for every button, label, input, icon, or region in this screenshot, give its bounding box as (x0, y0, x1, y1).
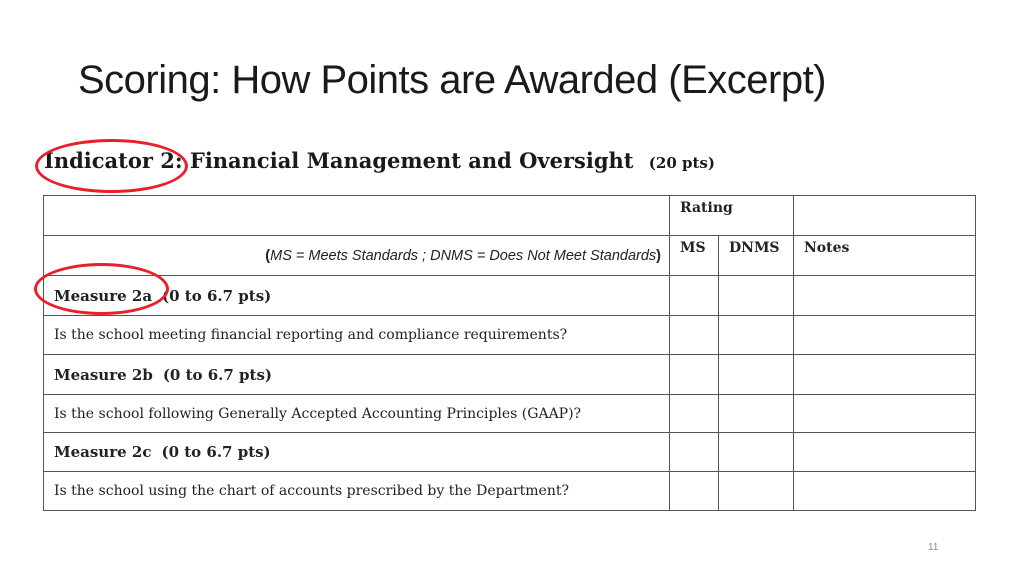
notes-cell (794, 316, 976, 355)
table-subheader-row (44, 236, 976, 276)
ms-cell (670, 433, 719, 472)
measure-label: Measure 2c (54, 443, 152, 461)
scoring-rubric-table (43, 195, 976, 511)
measure-question: Is the school following Generally Accepted Accounting Principles (GAAP)? (44, 395, 670, 433)
measure-2a-cell (44, 276, 670, 316)
page-number: 11 (928, 542, 939, 553)
dnms-cell (719, 395, 794, 433)
header-empty-cell (794, 196, 976, 236)
ms-cell (670, 316, 719, 355)
notes-cell (794, 395, 976, 433)
table-row (44, 355, 976, 395)
table-row (44, 276, 976, 316)
table-row (44, 433, 976, 472)
indicator-heading (44, 148, 715, 173)
measure-points: (0 to 6.7 pts) (162, 286, 272, 305)
legend-text: MS = Meets Standards ; DNMS = Does Not Meet Standards (270, 247, 657, 264)
ms-cell (670, 472, 719, 511)
notes-cell (794, 276, 976, 316)
notes-column-header: Notes (794, 236, 976, 276)
measure-label: Measure 2b (54, 365, 153, 384)
table-row (44, 316, 976, 355)
legend-cell: (MS = Meets Standards ; DNMS = Does Not Meet Standards) (44, 236, 670, 276)
table-header-row (44, 196, 976, 236)
notes-cell (794, 472, 976, 511)
ms-cell (670, 276, 719, 316)
notes-cell (794, 433, 976, 472)
slide-title: Scoring: How Points are Awarded (Excerpt) (78, 58, 826, 102)
dnms-cell (719, 355, 794, 395)
measure-question: Is the school meeting financial reporting and compliance requirements? (44, 316, 670, 355)
ms-cell (670, 395, 719, 433)
dnms-cell (719, 433, 794, 472)
dnms-cell (719, 276, 794, 316)
dnms-cell (719, 472, 794, 511)
measure-2b-cell (44, 355, 670, 395)
rating-header: Rating (670, 196, 794, 236)
measure-2c-cell (44, 433, 670, 472)
measure-question: Is the school using the chart of accounts prescribed by the Department? (44, 472, 670, 511)
ms-cell (670, 355, 719, 395)
dnms-cell (719, 316, 794, 355)
table-row (44, 472, 976, 511)
table-row (44, 395, 976, 433)
dnms-column-header: DNMS (719, 236, 794, 276)
ms-column-header: MS (670, 236, 719, 276)
measure-label: Measure 2a (54, 286, 153, 305)
measure-points: (0 to 6.7 pts) (161, 443, 271, 461)
notes-cell (794, 355, 976, 395)
indicator-points: (20 pts) (648, 154, 715, 172)
indicator-title: Financial Management and Oversight (189, 148, 634, 173)
header-empty-cell (44, 196, 670, 236)
measure-points: (0 to 6.7 pts) (162, 365, 273, 384)
indicator-label: Indicator 2: (44, 148, 183, 173)
